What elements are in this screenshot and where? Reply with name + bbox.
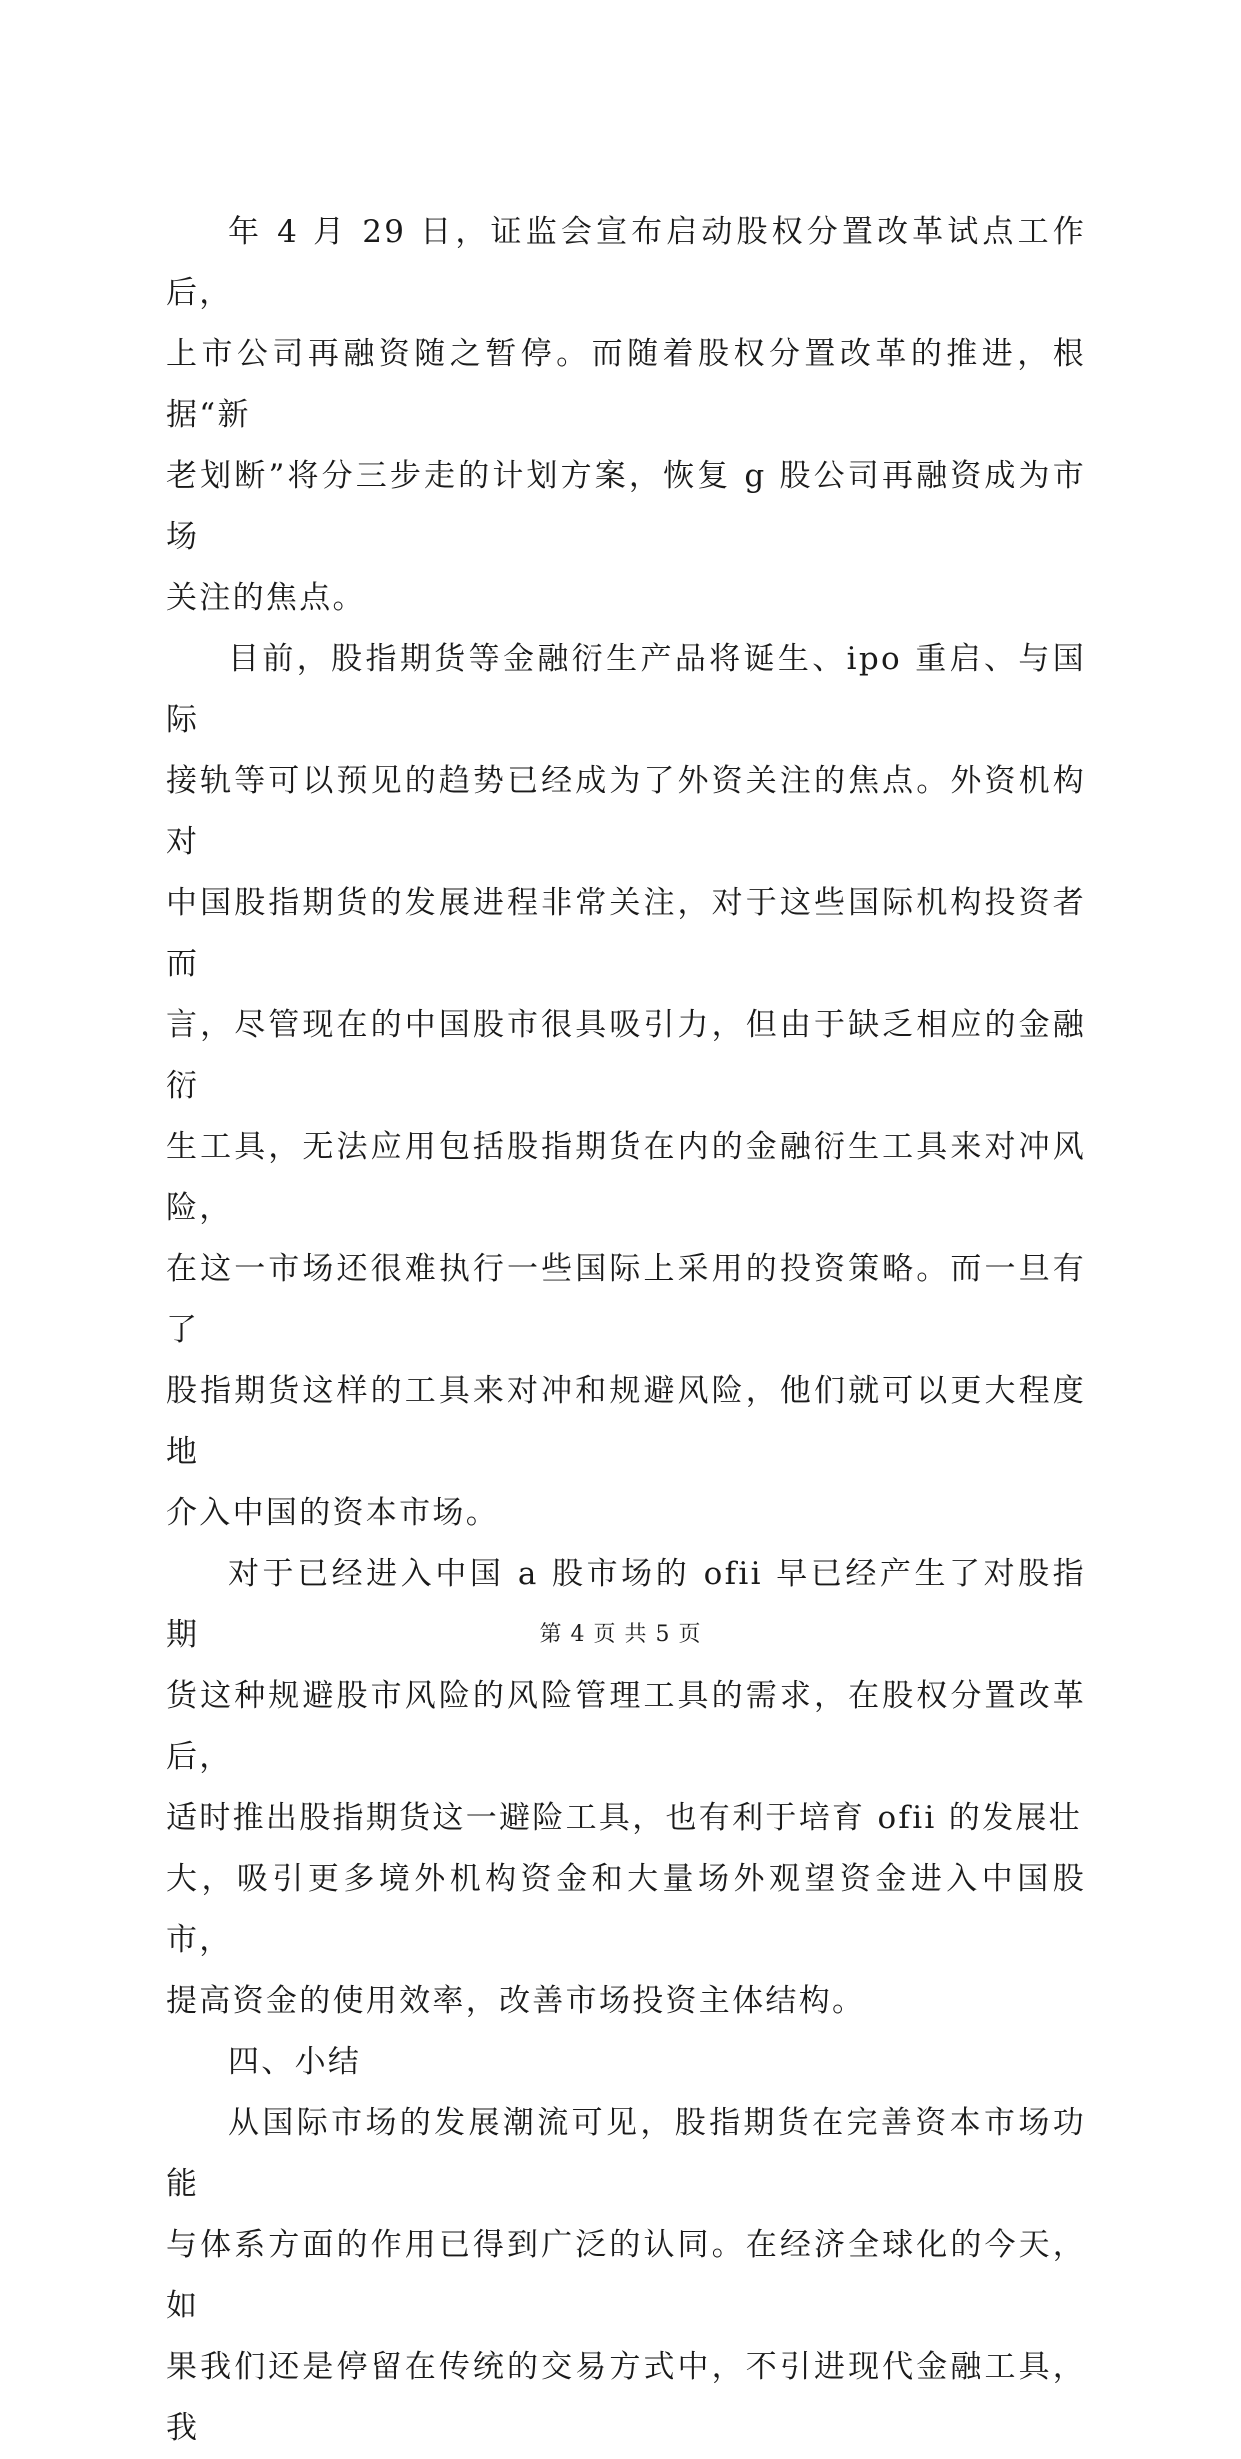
page-footer: 第 4 页 共 5 页 bbox=[539, 1622, 702, 1647]
paragraph-1: 年 4 月 29 日，证监会宣布启动股权分置改革试点工作后， 上市公司再融资随之暂停。而随着股权分置改革的推进，根据“新 老划断”将分三步走的计划方案，恢复 g 股公司再融资成为市场 关注的焦点。 bbox=[166, 214, 1086, 616]
section-heading: 四、小结 bbox=[228, 2044, 362, 2080]
paragraph-4: 从国际市场的发展潮流可见，股指期货在完善资本市场功能 与体系方面的作用已得到广泛的认同。在经济全球化的今天，如 果我们还是停留在传统的交易方式中，不引进现代金融工具，我 bbox=[166, 2105, 1086, 2446]
document-body bbox=[166, 202, 1086, 2459]
paragraph-2: 目前，股指期货等金融衍生产品将诞生、ipo 重启、与国际 接轨等可以预见的趋势已经成为了外资关注的焦点。外资机构对 中国股指期货的发展进程非常关注，对于这些国际机构投资者而 言，尽管现在的中国股市很具吸引力，但由于缺乏相应的金融衍 生工具，无法应用包括股指期货在内的金融衍生工具来对冲风险， 在这一市场还很难执行一些国际上采用的投资策略。而一旦有了 股指期货这样的工具来对冲和规避风险，他们就可以更大程度地 介入中国的资本市场。 bbox=[166, 641, 1086, 1531]
paragraph-3: 对于已经进入中国 a 股市场的 ofii 早已经产生了对股指期 货这种规避股市风险的风险管理工具的需求，在股权分置改革后， 适时推出股指期货这一避险工具，也有利于培育 ofii 的发展壮 大，吸引更多境外机构资金和大量场外观望资金进入中国股市， 提高资金的使用效率，改善市场投资主体结构。 bbox=[166, 1556, 1086, 2019]
